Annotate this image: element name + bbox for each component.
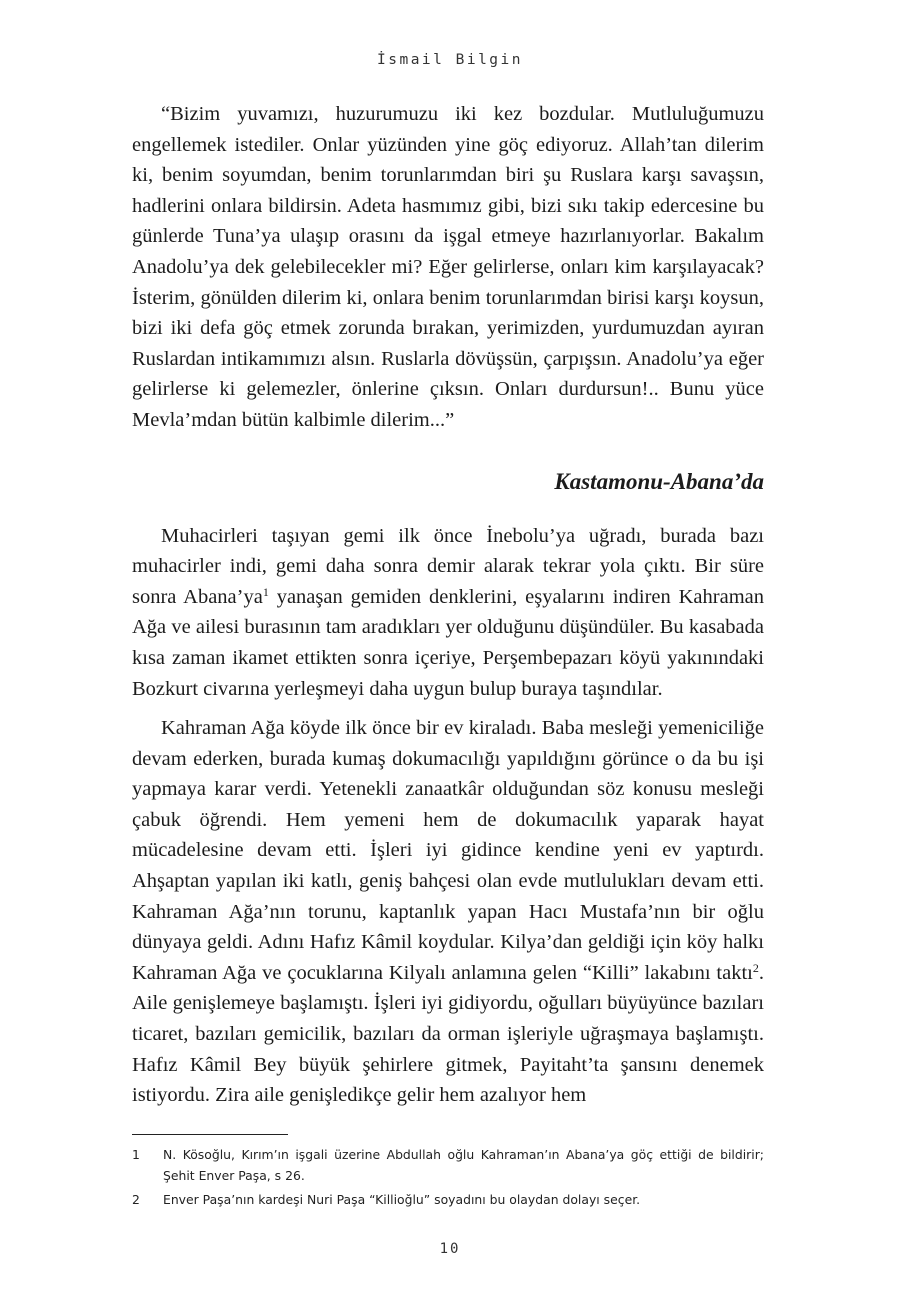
footnote-1: [132, 1145, 764, 1186]
section-heading: Kastamonu-Abana’da: [554, 468, 764, 494]
paragraph-2: [132, 713, 764, 1111]
footnote-2-text: Enver Paşa’nın kardeşi Nuri Paşa “Killioğlu” soyadını bu olaydan dolayı seçer.: [163, 1192, 641, 1207]
body-text: [132, 99, 764, 1111]
footnote-ref-1[interactable]: 1: [262, 584, 269, 599]
running-head-author: İsmail Bilgin: [377, 52, 523, 68]
footnotes: [132, 1145, 764, 1215]
footnote-ref-2[interactable]: 2: [752, 960, 759, 975]
paragraph-2-text-b: . Aile genişlemeye başlamıştı. İşleri iyi gidiyordu, oğulları büyüyünce bazıları ticaret, bazıları gemicilik, bazıları da orman işleriyle uğraşmaya başlamıştı. Hafız Kâmil Bey büyük şehirlere gitmek, Payitaht’ta şansını denemek istiyordu. Zira aile genişledikçe gelir hem azalıyor hem: [132, 961, 764, 1107]
quote-paragraph: “Bizim yuvamızı, huzurumuzu iki kez bozdular. Mutluluğumuzu engellemek istediler. Onlar yüzünden yine göç ediyoruz. Allah’tan dilerim ki, benim soyumdan, benim torunlarımdan biri şu Ruslara karşı savaşsın, hadlerini onlara bildirsin. Adeta hasmımız gibi, bizi sıkı takip edercesine bu günlerde Tuna’ya ulaşıp orasını da işgal etmeye hazırlanıyorlar. Bakalım Anadolu’ya dek gelebilecekler mi? Eğer gelirlerse, onları kim karşılayacak? İsterim, gönülden dilerim ki, onlara benim torunlarımdan birisi karşı koysun, bizi iki defa göç etmek zorunda bırakan, yerimizden, yurdumuzdan ayıran Ruslardan intikamımızı alsın. Ruslarla dövüşsün, çarpışsın. Anadolu’ya eğer gelirlerse ki gelemezler, önlerine çıksın. Onları durdursun!.. Bunu yüce Mevla’mdan bütün kalbimle dilerim...”: [132, 103, 764, 431]
paragraph-1-text-a: Muhacirleri taşıyan gemi ilk önce İnebolu’ya uğradı, burada bazı muhacirler indi, gemi daha sonra demir alarak tekrar yola çıktı. Bir süre sonra Abana’ya: [132, 524, 764, 608]
footnote-2-number: 2: [132, 1192, 140, 1207]
paragraph-2-text-a: Kahraman Ağa köyde ilk önce bir ev kiraladı. Baba mesleği yemeniciliğe devam ederken, burada kumaş dokumacılığı yapıldığını görünce o da bu işi yapmaya karar verdi. Yetenekli zanaatkâr olduğundan söz konusu mesleği çabuk öğrendi. Hem yemeni hem de dokumacılık yaparak hayat mücadelesine devam etti. İşleri iyi gidince kendine yeni ev yaptırdı. Ahşaptan yapılan iki katlı, geniş bahçesi olan evde mutlulukları devam etti. Kahraman Ağa’nın torunu, kaptanlık yapan Hacı Mustafa’nın bir oğlu dünyaya geldi. Adını Hafız Kâmil koydular. Kilya’dan geldiği için köy halkı Kahraman Ağa ve çocuklarına Kilyalı anlamına gelen “Killi” lakabını taktı: [132, 717, 764, 984]
footnote-divider: [132, 1134, 288, 1135]
paragraph-1-text-b: yanaşan gemiden denklerini, eşyalarını indiren Kahraman Ağa ve ailesi burasının tam aradıkları yer olduğunu düşündüler. Bu kasabada kısa zaman ikamet ettikten sonra içeriye, Perşembepazarı köyü yakınındaki Bozkurt civarına yerleşmeyi daha uygun bulup buraya taşındılar.: [132, 585, 765, 700]
footnote-1-number: 1: [132, 1147, 140, 1162]
page-number: 10: [439, 1241, 461, 1257]
paragraph-1: [132, 521, 764, 705]
footnote-1-text: N. Kösoğlu, Kırım’ın işgali üzerine Abdullah oğlu Kahraman’ın Abana’ya göç ettiği de bildirir; Şehit Enver Paşa, s 26.: [163, 1147, 764, 1183]
footnote-2: [132, 1190, 764, 1211]
